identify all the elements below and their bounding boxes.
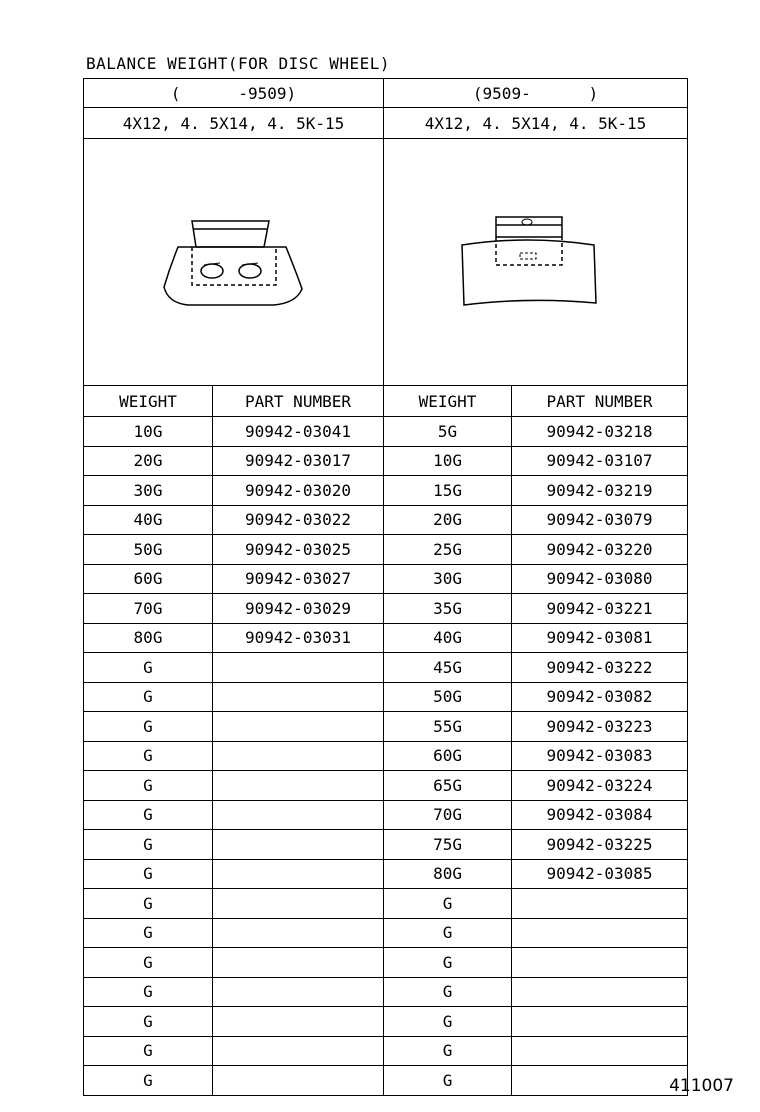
- left-part-number-cell: [213, 741, 384, 771]
- right-weight-cell: 10G: [384, 446, 512, 476]
- right-part-number-cell: 90942-03221: [512, 594, 688, 624]
- table-row: [84, 859, 688, 889]
- right-part-number-cell: 90942-03218: [512, 417, 688, 447]
- table-row: [84, 446, 688, 476]
- right-part-number-cell: 90942-03107: [512, 446, 688, 476]
- left-weight-cell: G: [84, 889, 213, 919]
- left-part-number-cell: [213, 918, 384, 948]
- left-weight-cell: 20G: [84, 446, 213, 476]
- table-row: [84, 1007, 688, 1037]
- right-weight-header: WEIGHT: [384, 386, 512, 417]
- table-row: [84, 771, 688, 801]
- left-wheel-sizes: 4X12, 4. 5X14, 4. 5K-15: [84, 108, 384, 139]
- table-row: [84, 535, 688, 565]
- left-part-number-cell: [213, 830, 384, 860]
- left-weight-cell: 30G: [84, 476, 213, 506]
- table-row: [84, 653, 688, 683]
- left-weight-cell: G: [84, 682, 213, 712]
- table-row: [84, 594, 688, 624]
- table-row: [84, 476, 688, 506]
- right-weight-cell: 80G: [384, 859, 512, 889]
- left-part-number-cell: [213, 800, 384, 830]
- left-weight-cell: G: [84, 859, 213, 889]
- table-row: [84, 948, 688, 978]
- right-weight-cell: 5G: [384, 417, 512, 447]
- right-weight-cell: G: [384, 918, 512, 948]
- left-part-number-cell: [213, 771, 384, 801]
- right-weight-cell: 75G: [384, 830, 512, 860]
- left-weight-cell: G: [84, 653, 213, 683]
- right-weight-cell: 25G: [384, 535, 512, 565]
- table-row: [84, 830, 688, 860]
- right-part-number-cell: 90942-03224: [512, 771, 688, 801]
- left-part-number-cell: [213, 653, 384, 683]
- right-part-number-cell: 90942-03222: [512, 653, 688, 683]
- right-weight-cell: 50G: [384, 682, 512, 712]
- right-part-number-cell: [512, 918, 688, 948]
- table-row: [84, 741, 688, 771]
- left-part-number-cell: 90942-03031: [213, 623, 384, 653]
- right-part-number-cell: [512, 1036, 688, 1066]
- right-part-number-cell: 90942-03223: [512, 712, 688, 742]
- right-weight-cell: G: [384, 889, 512, 919]
- right-weight-cell: G: [384, 1007, 512, 1037]
- right-part-number-cell: 90942-03082: [512, 682, 688, 712]
- left-part-number-cell: 90942-03022: [213, 505, 384, 535]
- left-period-header: ( -9509): [84, 79, 384, 108]
- page-title: BALANCE WEIGHT(FOR DISC WHEEL): [86, 54, 390, 73]
- right-wheel-sizes: 4X12, 4. 5X14, 4. 5K-15: [384, 108, 688, 139]
- left-weight-header: WEIGHT: [84, 386, 213, 417]
- balance-weight-old-icon: [84, 177, 384, 347]
- table-row: [84, 800, 688, 830]
- table-row: [84, 505, 688, 535]
- left-weight-cell: G: [84, 1007, 213, 1037]
- table-row: [84, 712, 688, 742]
- right-part-number-cell: 90942-03083: [512, 741, 688, 771]
- left-weight-cell: G: [84, 977, 213, 1007]
- right-part-number-cell: 90942-03079: [512, 505, 688, 535]
- right-weight-cell: 35G: [384, 594, 512, 624]
- right-weight-cell: 55G: [384, 712, 512, 742]
- figure-number: 411007: [669, 1076, 734, 1096]
- right-part-number-cell: 90942-03219: [512, 476, 688, 506]
- left-weight-cell: 10G: [84, 417, 213, 447]
- left-weight-cell: 60G: [84, 564, 213, 594]
- right-weight-cell: 30G: [384, 564, 512, 594]
- left-part-number-cell: [213, 889, 384, 919]
- left-weight-cell: G: [84, 1036, 213, 1066]
- left-part-number-cell: 90942-03029: [213, 594, 384, 624]
- left-weight-cell: 50G: [84, 535, 213, 565]
- left-weight-cell: G: [84, 741, 213, 771]
- right-weight-cell: 40G: [384, 623, 512, 653]
- right-weight-cell: 65G: [384, 771, 512, 801]
- left-part-number-cell: [213, 1036, 384, 1066]
- left-illustration-cell: [84, 139, 384, 386]
- right-period-header: (9509- ): [384, 79, 688, 108]
- left-weight-cell: G: [84, 800, 213, 830]
- right-weight-cell: 60G: [384, 741, 512, 771]
- right-part-number-cell: 90942-03225: [512, 830, 688, 860]
- left-part-number-cell: 90942-03017: [213, 446, 384, 476]
- parts-table: [83, 78, 688, 1096]
- left-weight-cell: G: [84, 948, 213, 978]
- table-row: [84, 889, 688, 919]
- left-weight-cell: 80G: [84, 623, 213, 653]
- table-row: [84, 1036, 688, 1066]
- right-part-number-cell: 90942-03084: [512, 800, 688, 830]
- left-weight-cell: 40G: [84, 505, 213, 535]
- right-part-number-cell: [512, 1007, 688, 1037]
- right-weight-cell: G: [384, 948, 512, 978]
- right-part-number-cell: 90942-03085: [512, 859, 688, 889]
- right-part-number-header: PART NUMBER: [512, 386, 688, 417]
- right-weight-cell: 70G: [384, 800, 512, 830]
- right-part-number-cell: [512, 889, 688, 919]
- left-part-number-cell: [213, 682, 384, 712]
- table-row: [84, 1066, 688, 1096]
- right-illustration-cell: [384, 139, 688, 386]
- left-part-number-cell: [213, 1007, 384, 1037]
- table-row: [84, 417, 688, 447]
- table-row: [84, 564, 688, 594]
- right-part-number-cell: [512, 948, 688, 978]
- right-weight-cell: G: [384, 1066, 512, 1096]
- left-part-number-cell: [213, 1066, 384, 1096]
- left-weight-cell: 70G: [84, 594, 213, 624]
- left-weight-cell: G: [84, 830, 213, 860]
- left-part-number-cell: [213, 712, 384, 742]
- balance-weight-new-icon: [386, 177, 686, 347]
- left-weight-cell: G: [84, 918, 213, 948]
- left-part-number-cell: [213, 977, 384, 1007]
- right-part-number-cell: 90942-03081: [512, 623, 688, 653]
- left-part-number-cell: 90942-03020: [213, 476, 384, 506]
- left-part-number-cell: 90942-03027: [213, 564, 384, 594]
- right-weight-cell: 45G: [384, 653, 512, 683]
- left-part-number-cell: [213, 948, 384, 978]
- right-weight-cell: G: [384, 1036, 512, 1066]
- left-weight-cell: G: [84, 771, 213, 801]
- table-row: [84, 977, 688, 1007]
- table-row: [84, 682, 688, 712]
- left-part-number-cell: [213, 859, 384, 889]
- left-weight-cell: G: [84, 712, 213, 742]
- left-weight-cell: G: [84, 1066, 213, 1096]
- right-part-number-cell: 90942-03080: [512, 564, 688, 594]
- left-part-number-cell: 90942-03041: [213, 417, 384, 447]
- right-part-number-cell: [512, 977, 688, 1007]
- left-part-number-cell: 90942-03025: [213, 535, 384, 565]
- right-weight-cell: G: [384, 977, 512, 1007]
- table-row: [84, 623, 688, 653]
- right-weight-cell: 20G: [384, 505, 512, 535]
- right-part-number-cell: [512, 1066, 688, 1096]
- left-part-number-header: PART NUMBER: [213, 386, 384, 417]
- right-part-number-cell: 90942-03220: [512, 535, 688, 565]
- table-row: [84, 918, 688, 948]
- right-weight-cell: 15G: [384, 476, 512, 506]
